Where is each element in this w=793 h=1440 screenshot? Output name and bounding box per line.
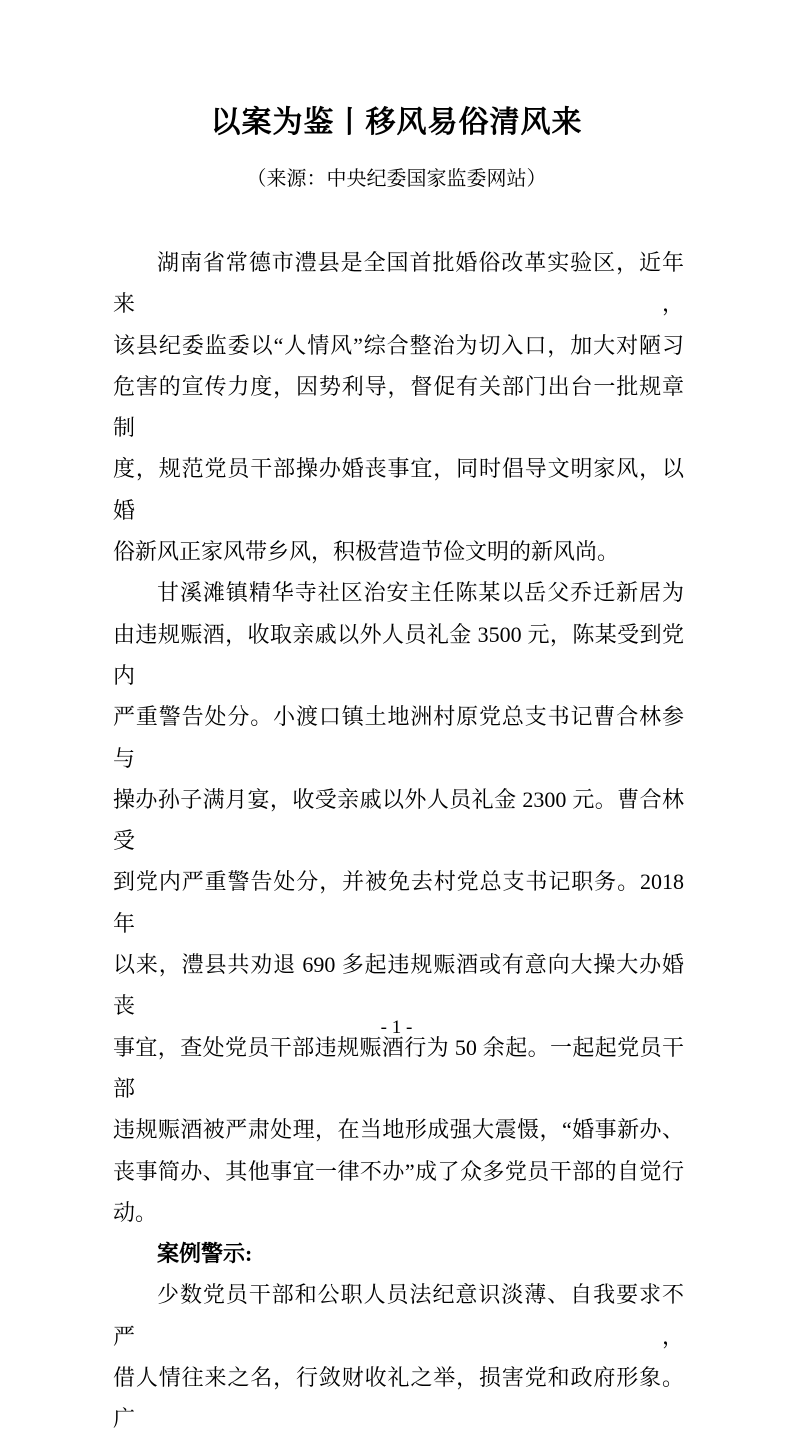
body-line: 事宜，查处党员干部违规赈酒行为 50 余起。一起起党员干部 <box>113 1034 684 1101</box>
body-line: 少数党员干部和公职人员法纪意识淡薄、自我要求不严， <box>113 1282 684 1349</box>
paragraph-1 <box>113 242 684 572</box>
body-line: 以来，澧县共劝退 690 多起违规赈酒或有意向大操大办婚丧 <box>113 952 684 1019</box>
body-text <box>113 242 684 1440</box>
body-line: 操办孙子满月宴，收受亲戚以外人员礼金 2300 元。曹合林受 <box>113 786 684 854</box>
body-line: 借人情往来之名，行敛财收礼之举，损害党和政府形象。广 <box>113 1365 684 1432</box>
body-line: 甘溪滩镇精华寺社区治安主任陈某以岳父乔迁新居为 <box>157 580 684 606</box>
body-line: 该县纪委监委以“人情风”综合整治为切入口，加大对陋习 <box>113 332 684 358</box>
body-line: 严重警告处分。小渡口镇土地洲村原党总支书记曹合林参与 <box>113 704 684 771</box>
source-line: （来源：中央纪委国家监委网站） <box>246 168 547 190</box>
body-line: 违规赈酒被严肃处理，在当地形成强大震慑，“婚事新办、 <box>113 1117 684 1143</box>
body-line: 湖南省常德市澧县是全国首批婚俗改革实验区，近年来， <box>113 250 684 317</box>
paragraph-2 <box>113 572 684 1233</box>
body-line: 动。 <box>113 1199 158 1225</box>
body-line: 度，规范党员干部操办婚丧事宜，同时倡导文明家风，以婚 <box>113 456 684 523</box>
section-heading: 案例警示: <box>157 1241 253 1267</box>
body-line: 俗新风正家风带乡风，积极营造节俭文明的新风尚。 <box>113 539 620 565</box>
body-line: 丧事简办、其他事宜一律不办”成了众多党员干部的自觉行 <box>113 1158 684 1184</box>
body-line: 到党内严重警告处分，并被免去村党总支书记职务。2018 年 <box>113 869 684 936</box>
body-line: 危害的宣传力度，因势利导，督促有关部门出台一批规章制 <box>113 373 684 441</box>
page-number: - 1 - <box>380 1017 413 1038</box>
document-title: 以案为鉴丨移风易俗清风来 <box>210 106 583 139</box>
paragraph-3 <box>113 1274 684 1439</box>
body-line: 由违规赈酒，收取亲戚以外人员礼金 3500 元，陈某受到党内 <box>113 621 684 688</box>
